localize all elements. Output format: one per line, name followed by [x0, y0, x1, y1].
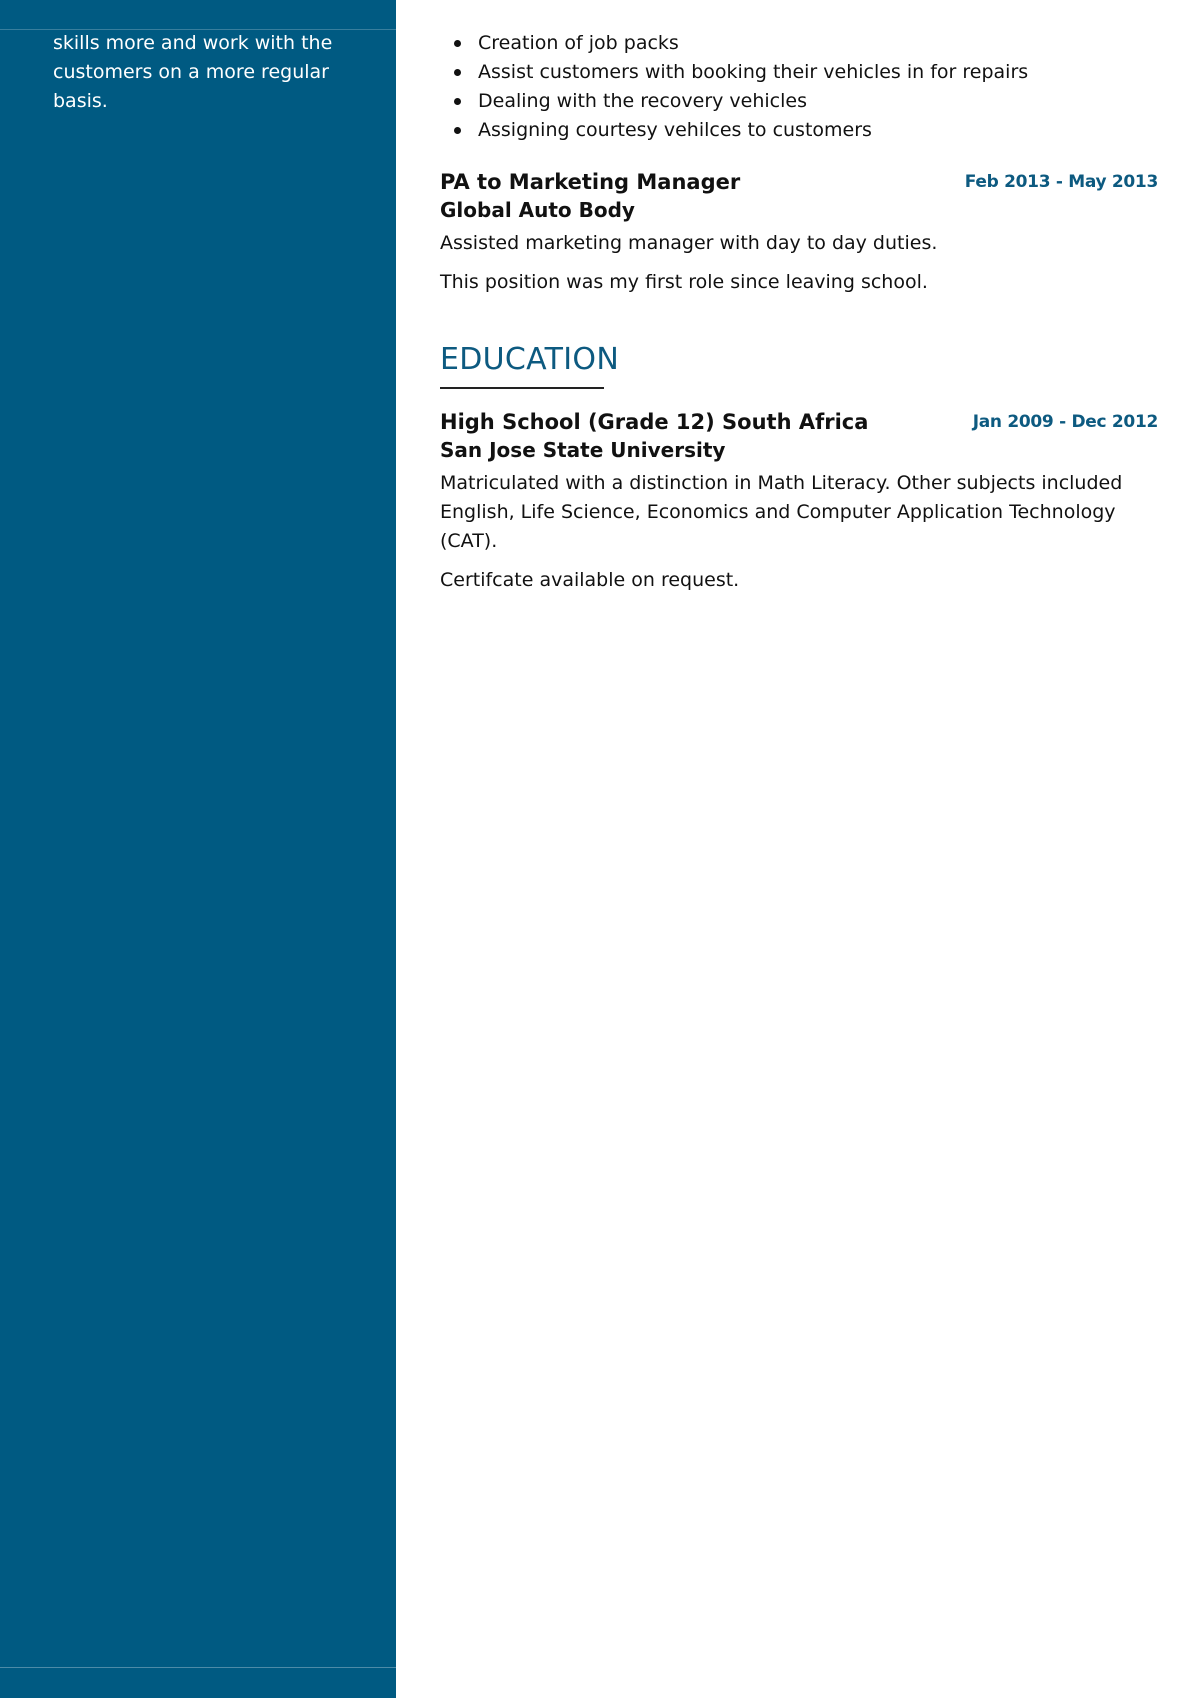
- education-dates: Jan 2009 - Dec 2012: [972, 412, 1158, 432]
- education-heading: EDUCATION: [440, 342, 620, 377]
- job-description: This position was my first role since leaving school.: [440, 271, 928, 293]
- job-description: Assisted marketing manager with day to day duties.: [440, 232, 938, 254]
- list-item: Assist customers with booking their vehicles in for repairs: [440, 58, 1158, 87]
- education-entry: [440, 408, 1158, 595]
- education-note: Certifcate available on request.: [440, 569, 740, 591]
- sidebar-summary-text: skills more and work with the customers on a more regular basis.: [53, 32, 333, 112]
- sidebar: [0, 0, 396, 1698]
- education-title: High School (Grade 12) South Africa: [440, 410, 869, 434]
- education-description: Matriculated with a distinction in Math Literacy. Other subjects included English, Life Science, Economics and Computer Application Technology (CAT).: [440, 472, 1123, 552]
- job-title: PA to Marketing Manager: [440, 170, 741, 194]
- job-responsibilities-list: [440, 29, 1158, 145]
- company-name: Global Auto Body: [440, 198, 635, 222]
- section-underline: [440, 387, 604, 389]
- sidebar-divider-bottom: [0, 1667, 396, 1668]
- job-dates: Feb 2013 - May 2013: [964, 172, 1158, 192]
- list-item: Assigning courtesy vehilces to customers: [440, 116, 1158, 145]
- institution-name: San Jose State University: [440, 438, 726, 462]
- experience-entry: [440, 168, 1158, 297]
- list-item: Creation of job packs: [440, 29, 1158, 58]
- list-item: Dealing with the recovery vehicles: [440, 87, 1158, 116]
